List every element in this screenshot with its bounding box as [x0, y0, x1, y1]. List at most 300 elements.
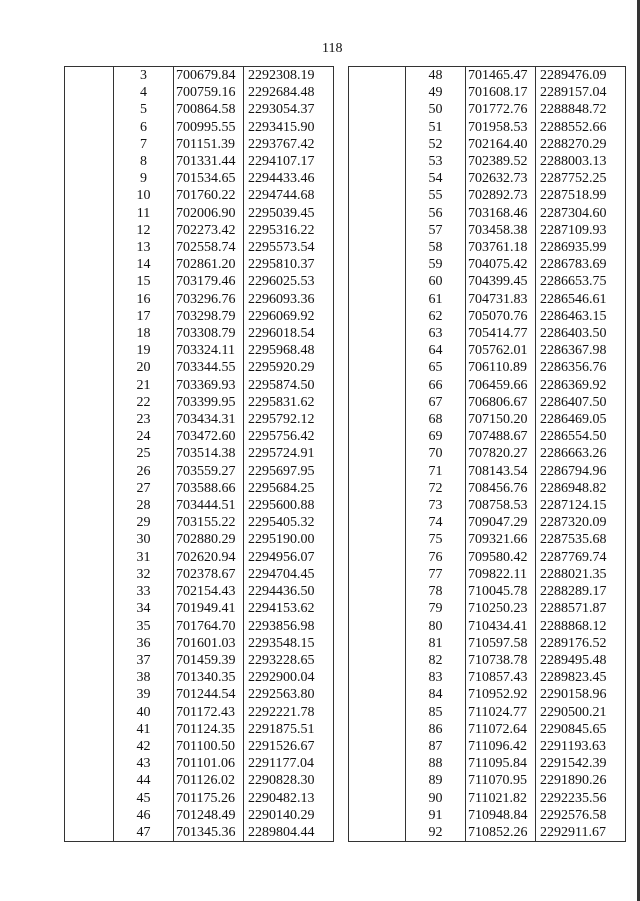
blank-cell — [349, 239, 406, 256]
x-coordinate-cell: 709047.29 — [466, 514, 536, 531]
y-coordinate-cell: 2296069.92 — [244, 308, 334, 325]
page-number: 118 — [322, 41, 343, 56]
x-coordinate-cell: 703444.51 — [174, 497, 244, 514]
table-row — [65, 411, 334, 428]
blank-cell — [349, 686, 406, 703]
table-row — [349, 256, 626, 273]
point-number-cell: 84 — [406, 686, 466, 703]
blank-cell — [65, 531, 114, 548]
blank-cell — [65, 273, 114, 290]
point-number-cell: 79 — [406, 600, 466, 617]
table-row — [349, 497, 626, 514]
point-number-cell: 11 — [114, 205, 174, 222]
point-number-cell: 25 — [114, 445, 174, 462]
y-coordinate-cell: 2293054.37 — [244, 101, 334, 118]
table-row — [65, 686, 334, 703]
point-number-cell: 60 — [406, 273, 466, 290]
table-row — [65, 618, 334, 635]
x-coordinate-cell: 711070.95 — [466, 772, 536, 789]
blank-cell — [65, 549, 114, 566]
x-coordinate-cell: 701101.06 — [174, 755, 244, 772]
point-number-cell: 33 — [114, 583, 174, 600]
y-coordinate-cell: 2290500.21 — [536, 704, 626, 721]
point-number-cell: 62 — [406, 308, 466, 325]
y-coordinate-cell: 2292911.67 — [536, 824, 626, 842]
blank-cell — [349, 187, 406, 204]
blank-cell — [349, 119, 406, 136]
table-row — [349, 153, 626, 170]
x-coordinate-cell: 703472.60 — [174, 428, 244, 445]
table-row — [65, 239, 334, 256]
table-row — [65, 205, 334, 222]
point-number-cell: 34 — [114, 600, 174, 617]
x-coordinate-cell: 701100.50 — [174, 738, 244, 755]
y-coordinate-cell: 2295405.32 — [244, 514, 334, 531]
y-coordinate-cell: 2295968.48 — [244, 342, 334, 359]
blank-cell — [65, 445, 114, 462]
point-number-cell: 46 — [114, 807, 174, 824]
table-row — [349, 101, 626, 118]
table-row — [65, 704, 334, 721]
y-coordinate-cell: 2291526.67 — [244, 738, 334, 755]
blank-cell — [349, 273, 406, 290]
blank-cell — [65, 325, 114, 342]
x-coordinate-cell: 701172.43 — [174, 704, 244, 721]
table-row — [349, 394, 626, 411]
blank-cell — [65, 772, 114, 789]
x-coordinate-cell: 706459.66 — [466, 377, 536, 394]
point-number-cell: 40 — [114, 704, 174, 721]
blank-cell — [65, 101, 114, 118]
y-coordinate-cell: 2286783.69 — [536, 256, 626, 273]
table-row — [349, 652, 626, 669]
table-row — [349, 359, 626, 376]
y-coordinate-cell: 2288868.12 — [536, 618, 626, 635]
x-coordinate-cell: 704399.45 — [466, 273, 536, 290]
table-row — [65, 359, 334, 376]
x-coordinate-cell: 707820.27 — [466, 445, 536, 462]
x-coordinate-cell: 703514.38 — [174, 445, 244, 462]
point-number-cell: 83 — [406, 669, 466, 686]
x-coordinate-cell: 702892.73 — [466, 187, 536, 204]
blank-cell — [65, 463, 114, 480]
blank-cell — [65, 359, 114, 376]
x-coordinate-cell: 708758.53 — [466, 497, 536, 514]
point-number-cell: 5 — [114, 101, 174, 118]
x-coordinate-cell: 700864.58 — [174, 101, 244, 118]
table-row — [349, 755, 626, 772]
x-coordinate-cell: 708456.76 — [466, 480, 536, 497]
point-number-cell: 92 — [406, 824, 466, 842]
table-row — [65, 377, 334, 394]
x-coordinate-cell: 701760.22 — [174, 187, 244, 204]
x-coordinate-cell: 707150.20 — [466, 411, 536, 428]
y-coordinate-cell: 2294107.17 — [244, 153, 334, 170]
blank-cell — [65, 824, 114, 842]
table-row — [65, 325, 334, 342]
blank-cell — [65, 256, 114, 273]
blank-cell — [349, 205, 406, 222]
point-number-cell: 28 — [114, 497, 174, 514]
point-number-cell: 9 — [114, 170, 174, 187]
x-coordinate-cell: 703458.38 — [466, 222, 536, 239]
x-coordinate-cell: 702154.43 — [174, 583, 244, 600]
y-coordinate-cell: 2286463.15 — [536, 308, 626, 325]
y-coordinate-cell: 2292563.80 — [244, 686, 334, 703]
blank-cell — [65, 342, 114, 359]
y-coordinate-cell: 2290158.96 — [536, 686, 626, 703]
table-row — [349, 428, 626, 445]
x-coordinate-cell: 702861.20 — [174, 256, 244, 273]
table-row — [349, 67, 626, 85]
table-row — [65, 549, 334, 566]
table-row — [349, 170, 626, 187]
x-coordinate-cell: 710952.92 — [466, 686, 536, 703]
table-row — [349, 205, 626, 222]
table-row — [65, 514, 334, 531]
x-coordinate-cell: 709580.42 — [466, 549, 536, 566]
blank-cell — [349, 325, 406, 342]
y-coordinate-cell: 2294433.46 — [244, 170, 334, 187]
point-number-cell: 87 — [406, 738, 466, 755]
blank-cell — [65, 480, 114, 497]
point-number-cell: 17 — [114, 308, 174, 325]
y-coordinate-cell: 2295831.62 — [244, 394, 334, 411]
blank-cell — [65, 428, 114, 445]
point-number-cell: 49 — [406, 84, 466, 101]
blank-cell — [65, 652, 114, 669]
x-coordinate-cell: 711072.64 — [466, 721, 536, 738]
table-row — [349, 84, 626, 101]
x-coordinate-cell: 709822.11 — [466, 566, 536, 583]
table-row — [65, 721, 334, 738]
table-row — [65, 583, 334, 600]
y-coordinate-cell: 2286554.50 — [536, 428, 626, 445]
point-number-cell: 74 — [406, 514, 466, 531]
point-number-cell: 45 — [114, 790, 174, 807]
point-number-cell: 3 — [114, 67, 174, 85]
x-coordinate-cell: 711095.84 — [466, 755, 536, 772]
point-number-cell: 16 — [114, 291, 174, 308]
table-row — [65, 480, 334, 497]
x-coordinate-cell: 701124.35 — [174, 721, 244, 738]
y-coordinate-cell: 2296093.36 — [244, 291, 334, 308]
table-row — [349, 342, 626, 359]
point-number-cell: 37 — [114, 652, 174, 669]
blank-cell — [65, 704, 114, 721]
y-coordinate-cell: 2287535.68 — [536, 531, 626, 548]
x-coordinate-cell: 703324.11 — [174, 342, 244, 359]
x-coordinate-cell: 702620.94 — [174, 549, 244, 566]
table-row — [349, 721, 626, 738]
table-row — [65, 222, 334, 239]
y-coordinate-cell: 2289176.52 — [536, 635, 626, 652]
x-coordinate-cell: 701345.36 — [174, 824, 244, 842]
x-coordinate-cell: 710597.58 — [466, 635, 536, 652]
blank-cell — [349, 807, 406, 824]
table-row — [65, 67, 334, 85]
x-coordinate-cell: 711024.77 — [466, 704, 536, 721]
y-coordinate-cell: 2286356.76 — [536, 359, 626, 376]
x-coordinate-cell: 701772.76 — [466, 101, 536, 118]
x-coordinate-cell: 702632.73 — [466, 170, 536, 187]
blank-cell — [65, 153, 114, 170]
y-coordinate-cell: 2295190.00 — [244, 531, 334, 548]
point-number-cell: 57 — [406, 222, 466, 239]
blank-cell — [349, 445, 406, 462]
table-row — [65, 652, 334, 669]
point-number-cell: 23 — [114, 411, 174, 428]
y-coordinate-cell: 2290828.30 — [244, 772, 334, 789]
table-row — [349, 445, 626, 462]
blank-cell — [349, 359, 406, 376]
table-row — [349, 583, 626, 600]
y-coordinate-cell: 2287769.74 — [536, 549, 626, 566]
x-coordinate-cell: 702164.40 — [466, 136, 536, 153]
point-number-cell: 27 — [114, 480, 174, 497]
point-number-cell: 21 — [114, 377, 174, 394]
blank-cell — [349, 480, 406, 497]
point-number-cell: 63 — [406, 325, 466, 342]
point-number-cell: 41 — [114, 721, 174, 738]
y-coordinate-cell: 2287518.99 — [536, 187, 626, 204]
x-coordinate-cell: 703296.76 — [174, 291, 244, 308]
y-coordinate-cell: 2288571.87 — [536, 600, 626, 617]
table-row — [349, 239, 626, 256]
point-number-cell: 71 — [406, 463, 466, 480]
blank-cell — [349, 824, 406, 842]
table-row — [349, 704, 626, 721]
table-row — [65, 790, 334, 807]
table-row — [65, 755, 334, 772]
blank-cell — [65, 308, 114, 325]
x-coordinate-cell: 703344.55 — [174, 359, 244, 376]
blank-cell — [349, 291, 406, 308]
point-number-cell: 14 — [114, 256, 174, 273]
y-coordinate-cell: 2295600.88 — [244, 497, 334, 514]
blank-cell — [65, 136, 114, 153]
table-row — [349, 119, 626, 136]
table-row — [65, 566, 334, 583]
x-coordinate-cell: 707488.67 — [466, 428, 536, 445]
point-number-cell: 43 — [114, 755, 174, 772]
table-row — [65, 170, 334, 187]
blank-cell — [349, 67, 406, 85]
y-coordinate-cell: 2294704.45 — [244, 566, 334, 583]
blank-cell — [65, 239, 114, 256]
table-row — [65, 772, 334, 789]
point-number-cell: 66 — [406, 377, 466, 394]
blank-cell — [65, 755, 114, 772]
table-row — [349, 790, 626, 807]
table-row — [65, 291, 334, 308]
y-coordinate-cell: 2293548.15 — [244, 635, 334, 652]
table-row — [65, 273, 334, 290]
point-number-cell: 91 — [406, 807, 466, 824]
table-row — [65, 463, 334, 480]
table-row — [349, 600, 626, 617]
point-number-cell: 72 — [406, 480, 466, 497]
y-coordinate-cell: 2287124.15 — [536, 497, 626, 514]
x-coordinate-cell: 702273.42 — [174, 222, 244, 239]
x-coordinate-cell: 711096.42 — [466, 738, 536, 755]
blank-cell — [349, 738, 406, 755]
table-row — [65, 394, 334, 411]
y-coordinate-cell: 2294744.68 — [244, 187, 334, 204]
y-coordinate-cell: 2286794.96 — [536, 463, 626, 480]
table-row — [349, 187, 626, 204]
x-coordinate-cell: 703588.66 — [174, 480, 244, 497]
y-coordinate-cell: 2293856.98 — [244, 618, 334, 635]
table-row — [65, 738, 334, 755]
x-coordinate-cell: 701601.03 — [174, 635, 244, 652]
point-number-cell: 78 — [406, 583, 466, 600]
point-number-cell: 8 — [114, 153, 174, 170]
blank-cell — [349, 170, 406, 187]
point-number-cell: 6 — [114, 119, 174, 136]
x-coordinate-cell: 700995.55 — [174, 119, 244, 136]
y-coordinate-cell: 2289476.09 — [536, 67, 626, 85]
x-coordinate-cell: 701949.41 — [174, 600, 244, 617]
blank-cell — [65, 222, 114, 239]
table-row — [65, 308, 334, 325]
y-coordinate-cell: 2289495.48 — [536, 652, 626, 669]
blank-cell — [65, 377, 114, 394]
x-coordinate-cell: 703369.93 — [174, 377, 244, 394]
blank-cell — [349, 463, 406, 480]
blank-cell — [349, 153, 406, 170]
x-coordinate-cell: 710434.41 — [466, 618, 536, 635]
table-row — [349, 514, 626, 531]
table-row — [65, 445, 334, 462]
point-number-cell: 42 — [114, 738, 174, 755]
point-number-cell: 75 — [406, 531, 466, 548]
table-row — [349, 411, 626, 428]
blank-cell — [349, 583, 406, 600]
blank-cell — [65, 514, 114, 531]
blank-cell — [65, 411, 114, 428]
point-number-cell: 7 — [114, 136, 174, 153]
blank-cell — [349, 136, 406, 153]
x-coordinate-cell: 711021.82 — [466, 790, 536, 807]
x-coordinate-cell: 701340.35 — [174, 669, 244, 686]
blank-cell — [349, 101, 406, 118]
blank-cell — [65, 119, 114, 136]
blank-cell — [65, 618, 114, 635]
table-row — [65, 187, 334, 204]
point-number-cell: 26 — [114, 463, 174, 480]
table-row — [65, 84, 334, 101]
y-coordinate-cell: 2293767.42 — [244, 136, 334, 153]
blank-cell — [65, 686, 114, 703]
point-number-cell: 29 — [114, 514, 174, 531]
x-coordinate-cell: 703155.22 — [174, 514, 244, 531]
blank-cell — [349, 772, 406, 789]
point-number-cell: 19 — [114, 342, 174, 359]
blank-cell — [349, 669, 406, 686]
point-number-cell: 52 — [406, 136, 466, 153]
table-row — [349, 136, 626, 153]
y-coordinate-cell: 2288848.72 — [536, 101, 626, 118]
blank-cell — [65, 497, 114, 514]
table-row — [349, 549, 626, 566]
point-number-cell: 13 — [114, 239, 174, 256]
y-coordinate-cell: 2287752.25 — [536, 170, 626, 187]
table-row — [349, 377, 626, 394]
table-row — [65, 256, 334, 273]
coordinates-table-left — [64, 66, 334, 842]
point-number-cell: 65 — [406, 359, 466, 376]
table-row — [65, 136, 334, 153]
x-coordinate-cell: 700759.16 — [174, 84, 244, 101]
y-coordinate-cell: 2291193.63 — [536, 738, 626, 755]
y-coordinate-cell: 2294153.62 — [244, 600, 334, 617]
x-coordinate-cell: 703434.31 — [174, 411, 244, 428]
coordinates-table-right — [348, 66, 626, 842]
point-number-cell: 30 — [114, 531, 174, 548]
y-coordinate-cell: 2290140.29 — [244, 807, 334, 824]
y-coordinate-cell: 2294956.07 — [244, 549, 334, 566]
table-row — [349, 669, 626, 686]
table-row — [349, 480, 626, 497]
x-coordinate-cell: 703761.18 — [466, 239, 536, 256]
y-coordinate-cell: 2286469.05 — [536, 411, 626, 428]
blank-cell — [349, 790, 406, 807]
y-coordinate-cell: 2288003.13 — [536, 153, 626, 170]
point-number-cell: 76 — [406, 549, 466, 566]
point-number-cell: 51 — [406, 119, 466, 136]
x-coordinate-cell: 701244.54 — [174, 686, 244, 703]
table-row — [65, 824, 334, 842]
point-number-cell: 89 — [406, 772, 466, 789]
x-coordinate-cell: 710948.84 — [466, 807, 536, 824]
x-coordinate-cell: 710045.78 — [466, 583, 536, 600]
x-coordinate-cell: 701764.70 — [174, 618, 244, 635]
x-coordinate-cell: 700679.84 — [174, 67, 244, 85]
point-number-cell: 50 — [406, 101, 466, 118]
x-coordinate-cell: 701459.39 — [174, 652, 244, 669]
blank-cell — [349, 394, 406, 411]
y-coordinate-cell: 2291890.26 — [536, 772, 626, 789]
y-coordinate-cell: 2288289.17 — [536, 583, 626, 600]
point-number-cell: 68 — [406, 411, 466, 428]
y-coordinate-cell: 2295920.29 — [244, 359, 334, 376]
blank-cell — [65, 583, 114, 600]
point-number-cell: 61 — [406, 291, 466, 308]
point-number-cell: 39 — [114, 686, 174, 703]
x-coordinate-cell: 704731.83 — [466, 291, 536, 308]
y-coordinate-cell: 2286948.82 — [536, 480, 626, 497]
y-coordinate-cell: 2287320.09 — [536, 514, 626, 531]
blank-cell — [65, 807, 114, 824]
point-number-cell: 55 — [406, 187, 466, 204]
y-coordinate-cell: 2291177.04 — [244, 755, 334, 772]
y-coordinate-cell: 2295810.37 — [244, 256, 334, 273]
y-coordinate-cell: 2286935.99 — [536, 239, 626, 256]
y-coordinate-cell: 2296025.53 — [244, 273, 334, 290]
table-row — [65, 807, 334, 824]
x-coordinate-cell: 703399.95 — [174, 394, 244, 411]
blank-cell — [349, 497, 406, 514]
y-coordinate-cell: 2292235.56 — [536, 790, 626, 807]
y-coordinate-cell: 2294436.50 — [244, 583, 334, 600]
y-coordinate-cell: 2286653.75 — [536, 273, 626, 290]
table-row — [349, 824, 626, 842]
x-coordinate-cell: 710857.43 — [466, 669, 536, 686]
point-number-cell: 59 — [406, 256, 466, 273]
point-number-cell: 10 — [114, 187, 174, 204]
point-number-cell: 85 — [406, 704, 466, 721]
